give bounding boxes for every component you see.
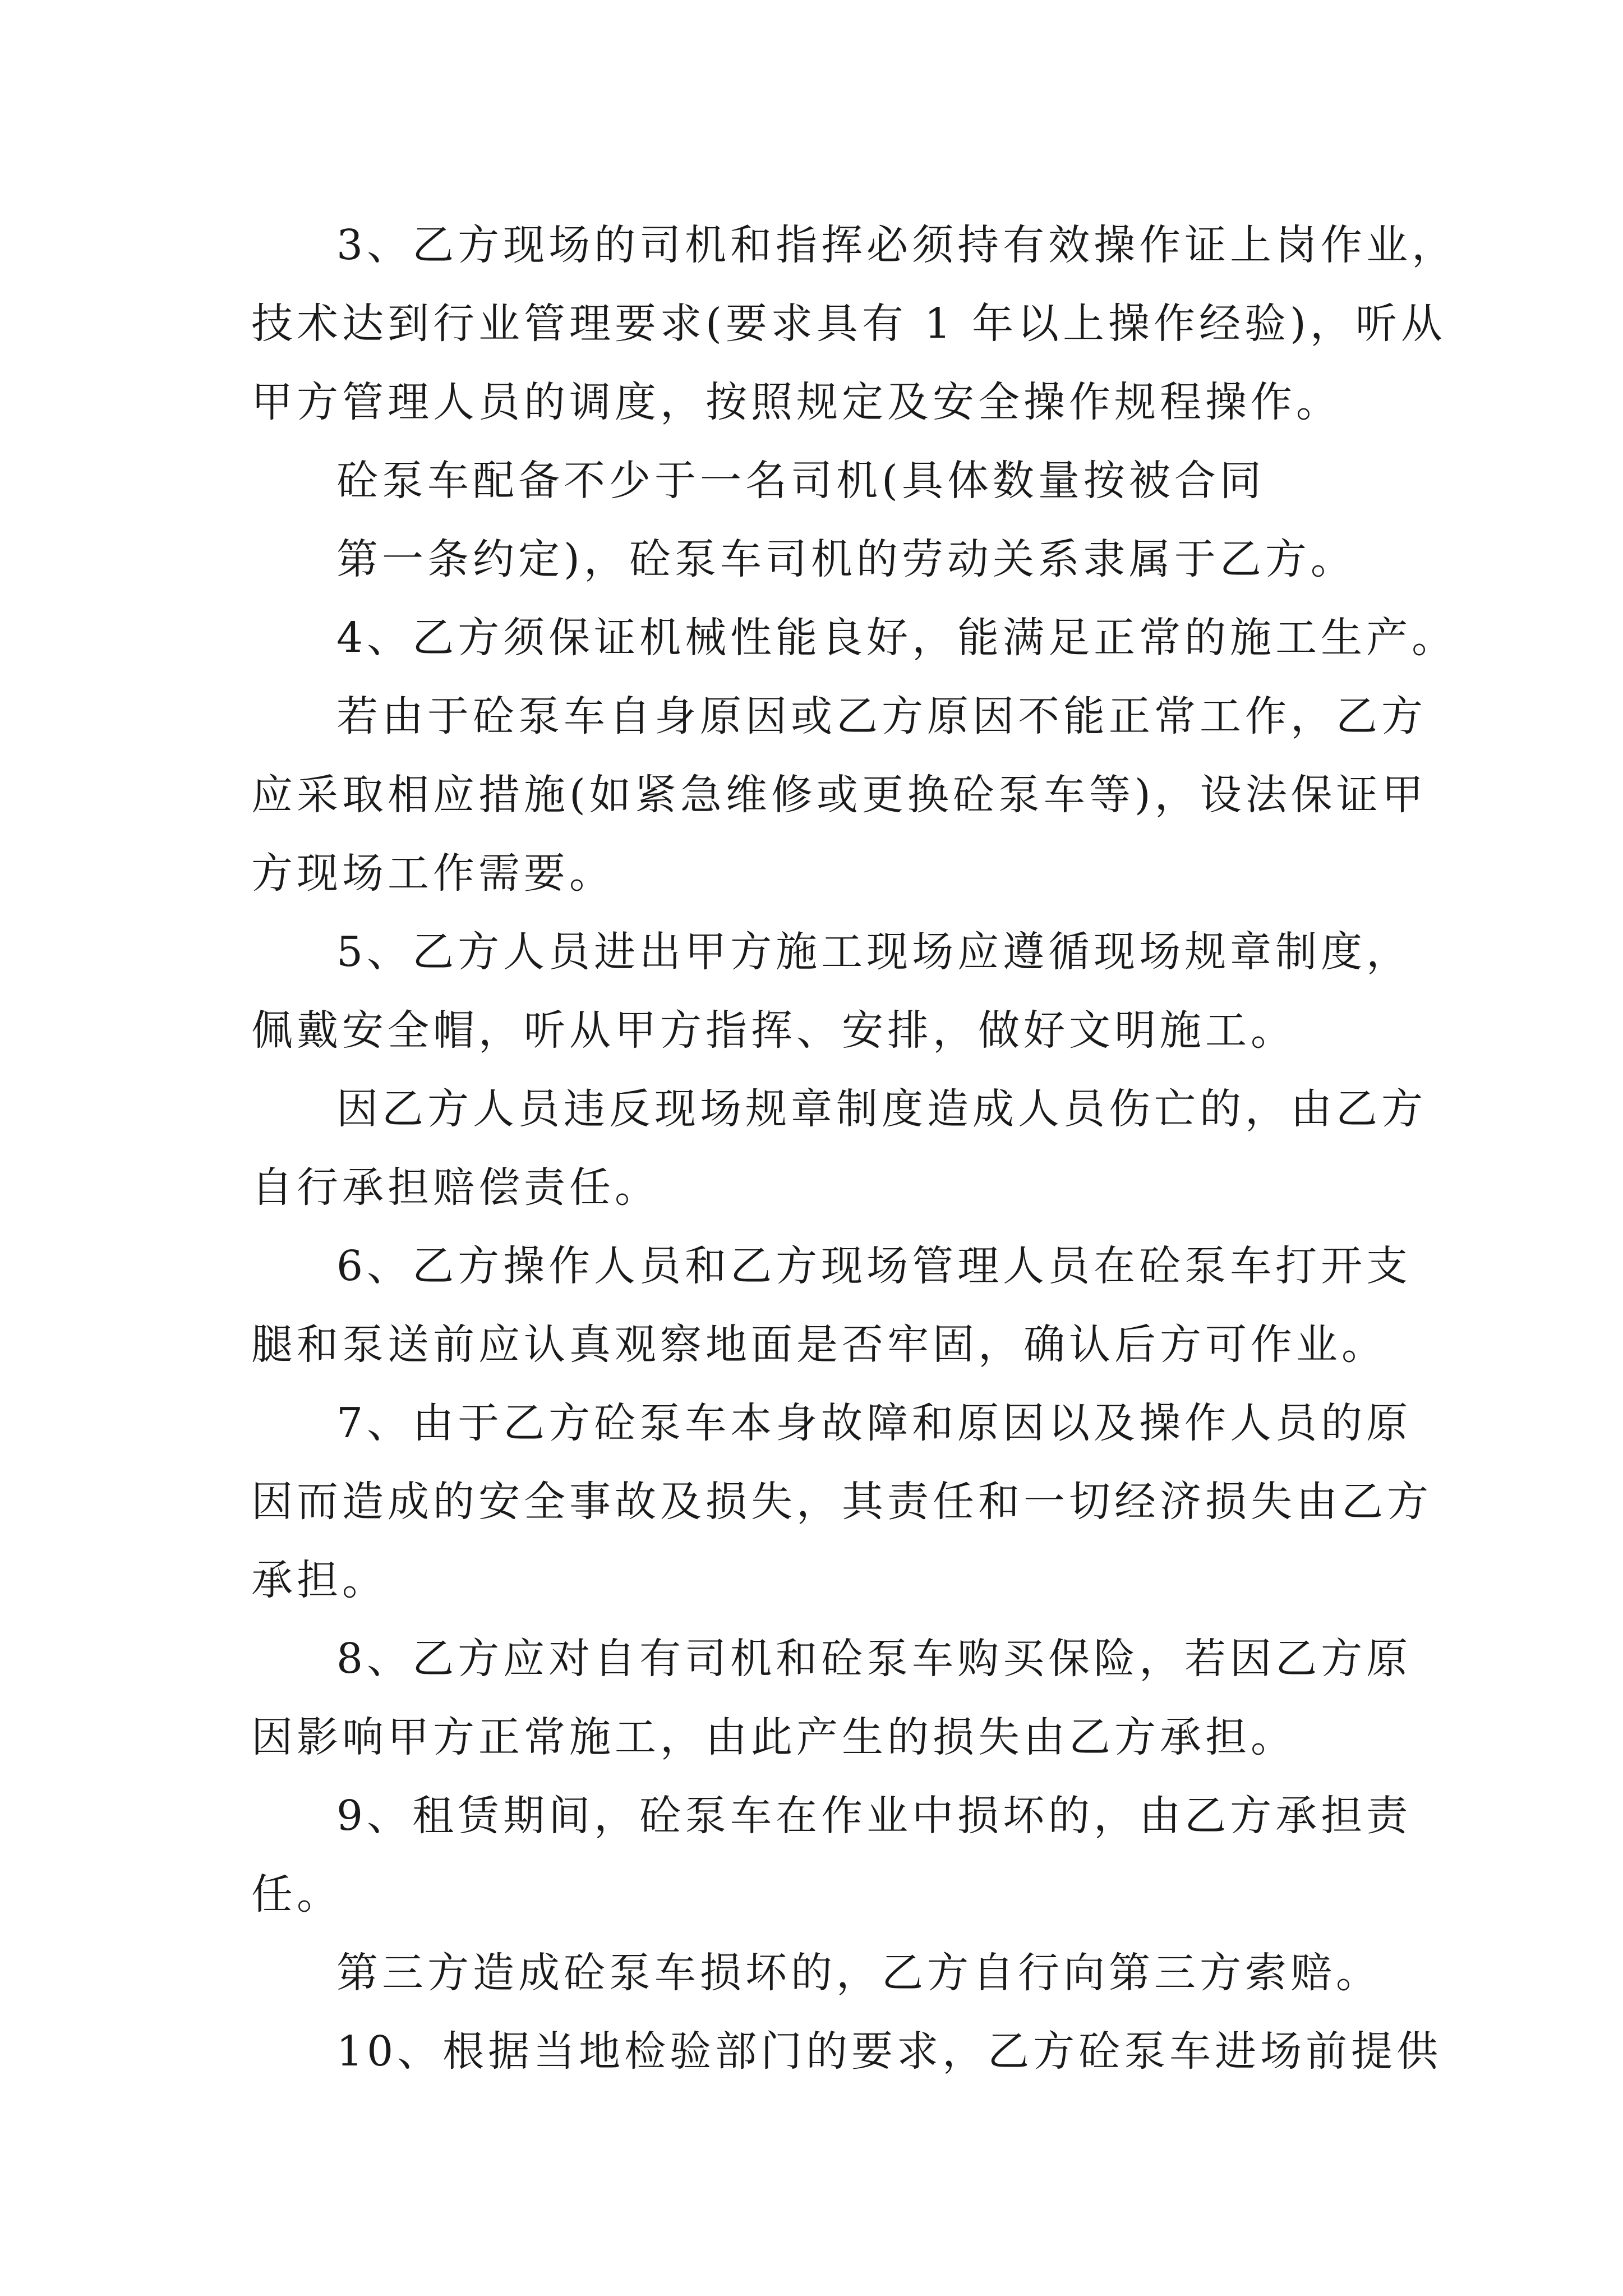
text-line: 3、乙方现场的司机和指挥必须持有效操作证上岗作业， <box>336 221 1458 269</box>
text-line: 佩戴安全帽，听从甲方指挥、安排，做好文明施工。 <box>251 1006 1296 1055</box>
text-line: 9、租赁期间，砼泵车在作业中损坏的，由乙方承担责 <box>336 1792 1412 1840</box>
text-line: 10、根据当地检验部门的要求，乙方砼泵车进场前提供 <box>336 2027 1442 2076</box>
text-line: 第三方造成砼泵车损坏的，乙方自行向第三方索赔。 <box>336 1949 1381 1997</box>
text-line: 应采取相应措施(如紧急维修或更换砼泵车等)，设法保证甲 <box>251 771 1427 819</box>
text-line: 任。 <box>251 1870 342 1918</box>
text-line: 承担。 <box>251 1556 388 1604</box>
text-line: 砼泵车配备不少于一名司机(具体数量按被合同 <box>336 457 1265 505</box>
text-line: 第一条约定)，砼泵车司机的劳动关系隶属于乙方。 <box>336 535 1356 583</box>
text-line: 4、乙方须保证机械性能良好，能满足正常的施工生产。 <box>336 614 1458 662</box>
text-line: 因乙方人员违反现场规章制度造成人员伤亡的，由乙方 <box>336 1085 1427 1133</box>
text-line: 8、乙方应对自有司机和砼泵车购买保险，若因乙方原 <box>336 1635 1412 1683</box>
text-line: 腿和泵送前应认真观察地面是否牢固，确认后方可作业。 <box>251 1320 1387 1369</box>
text-line: 若由于砼泵车自身原因或乙方原因不能正常工作，乙方 <box>336 692 1427 740</box>
text-line: 自行承担赔偿责任。 <box>251 1163 660 1212</box>
text-line: 甲方管理人员的调度，按照规定及安全操作规程操作。 <box>251 378 1341 426</box>
text-line: 因影响甲方正常施工，由此产生的损失由乙方承担。 <box>251 1713 1296 1761</box>
text-line: 技术达到行业管理要求(要求具有 1 年以上操作经验)，听从 <box>251 300 1446 348</box>
text-line: 因而造成的安全事故及损失，其责任和一切经济损失由乙方 <box>251 1478 1432 1526</box>
text-line: 7、由于乙方砼泵车本身故障和原因以及操作人员的原 <box>336 1399 1412 1447</box>
text-line: 5、乙方人员进出甲方施工现场应遵循现场规章制度， <box>336 928 1412 976</box>
text-line: 方现场工作需要。 <box>251 849 615 898</box>
text-line: 6、乙方操作人员和乙方现场管理人员在砼泵车打开支 <box>336 1242 1412 1290</box>
